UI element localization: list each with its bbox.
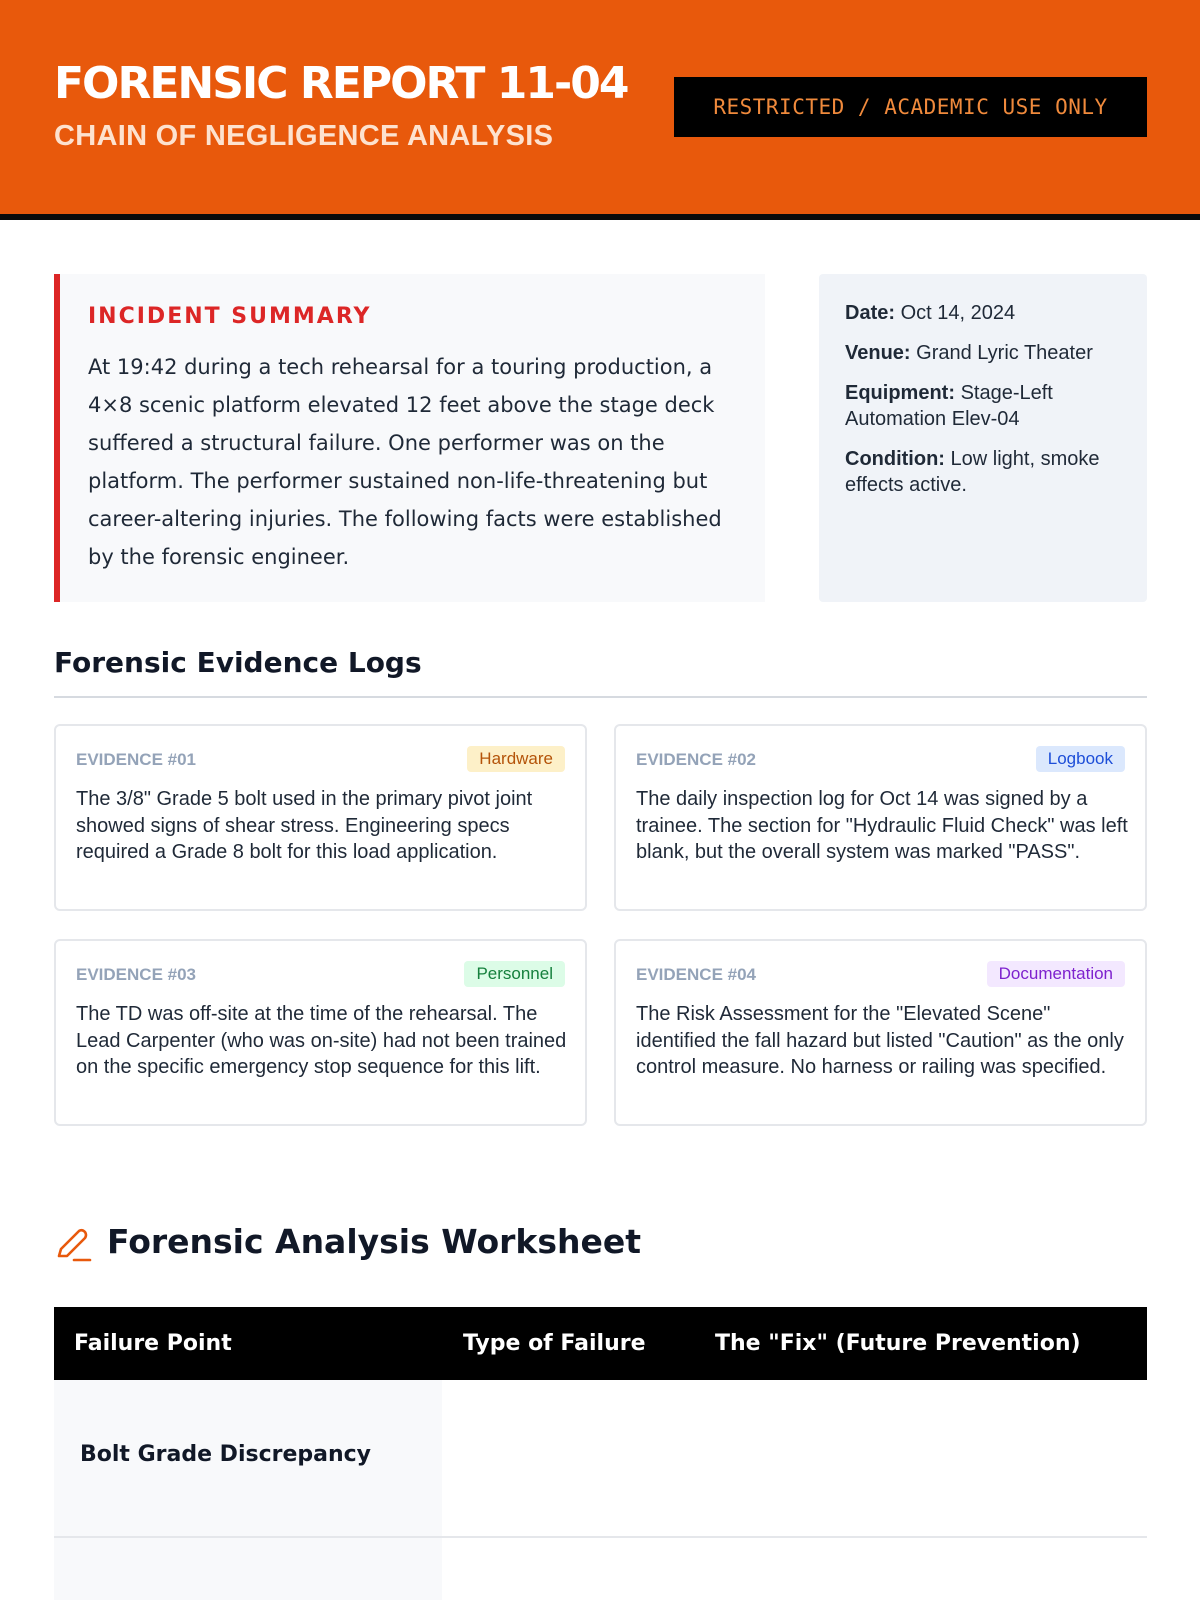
evidence-tag: Logbook [1036,746,1125,772]
table-row [54,1380,1147,1538]
meta-venue-label: Venue: [845,342,911,364]
incident-summary [54,274,765,602]
evidence-text: The Risk Assessment for the "Elevated Scene" identified the fall hazard but listed "Caution" as the only control measure. No harness or railing was specified. [636,1003,1124,1078]
report-header [0,0,1200,220]
report-subtitle: CHAIN OF NEGLIGENCE ANALYSIS [54,120,554,152]
worksheet-table [54,1307,1147,1600]
evidence-tag: Personnel [464,961,565,987]
evidence-card-03 [54,939,587,1126]
incident-summary-label: INCIDENT SUMMARY [88,304,372,329]
meta-date-label: Date: [845,302,896,324]
report-title: FORENSIC REPORT 11-04 [54,58,628,109]
evidence-card-04 [614,939,1147,1126]
evidence-id: EVIDENCE #03 [76,965,196,984]
meta-equipment-value: Stage-Left Automation Elev-04 [845,382,1053,430]
incident-meta-panel [819,274,1147,602]
column-header-fix: The "Fix" (Future Prevention) [715,1331,1081,1356]
evidence-text: The 3/8" Grade 5 bolt used in the primary pivot joint showed signs of shear stress. Engineering specs required a Grade 8 bolt for this load application. [76,788,533,863]
worksheet-title: Forensic Analysis Worksheet [107,1222,642,1261]
table-row [54,1538,1147,1600]
incident-summary-text: At 19:42 during a tech rehearsal for a touring production, a 4×8 scenic platform elevated 12 feet above the stage deck suffered a structural failure. One performer was on the platform. The performer sustained non-life-threatening but career-altering injuries. The following facts were established by the forensic engineer. [88,355,722,569]
evidence-id: EVIDENCE #01 [76,750,196,769]
meta-equipment [845,380,1121,432]
evidence-id: EVIDENCE #04 [636,965,756,984]
meta-condition-label: Condition: [845,448,945,470]
restricted-badge: RESTRICTED / ACADEMIC USE ONLY [674,77,1147,137]
evidence-id: EVIDENCE #02 [636,750,756,769]
evidence-card-01 [54,724,587,911]
section-divider [54,696,1147,698]
evidence-card-02 [614,724,1147,911]
table-header [54,1307,1147,1380]
evidence-tag: Hardware [467,746,565,772]
meta-date [845,300,1121,326]
meta-venue-value: Grand Lyric Theater [916,342,1093,364]
evidence-section-title: Forensic Evidence Logs [54,646,422,679]
pencil-icon [54,1226,92,1264]
meta-venue [845,340,1121,366]
meta-equipment-label: Equipment: [845,382,955,404]
column-header-failure-point: Failure Point [74,1331,232,1356]
failure-point-cell [54,1538,442,1600]
failure-point-text: Bolt Grade Discrepancy [80,1442,372,1467]
failure-point-cell [54,1380,442,1536]
evidence-tag: Documentation [987,961,1125,987]
evidence-text: The TD was off-site at the time of the rehearsal. The Lead Carpenter (who was on-site) had not been trained on the specific emergency stop sequence for this lift. [76,1003,567,1078]
meta-condition [845,446,1121,498]
meta-condition-value: Low light, smoke effects active. [845,448,1100,496]
evidence-text: The daily inspection log for Oct 14 was signed by a trainee. The section for "Hydraulic Fluid Check" was left blank, but the overall system was marked "PASS". [636,788,1128,863]
meta-date-value: Oct 14, 2024 [900,302,1016,324]
column-header-type-of-failure: Type of Failure [463,1331,646,1356]
